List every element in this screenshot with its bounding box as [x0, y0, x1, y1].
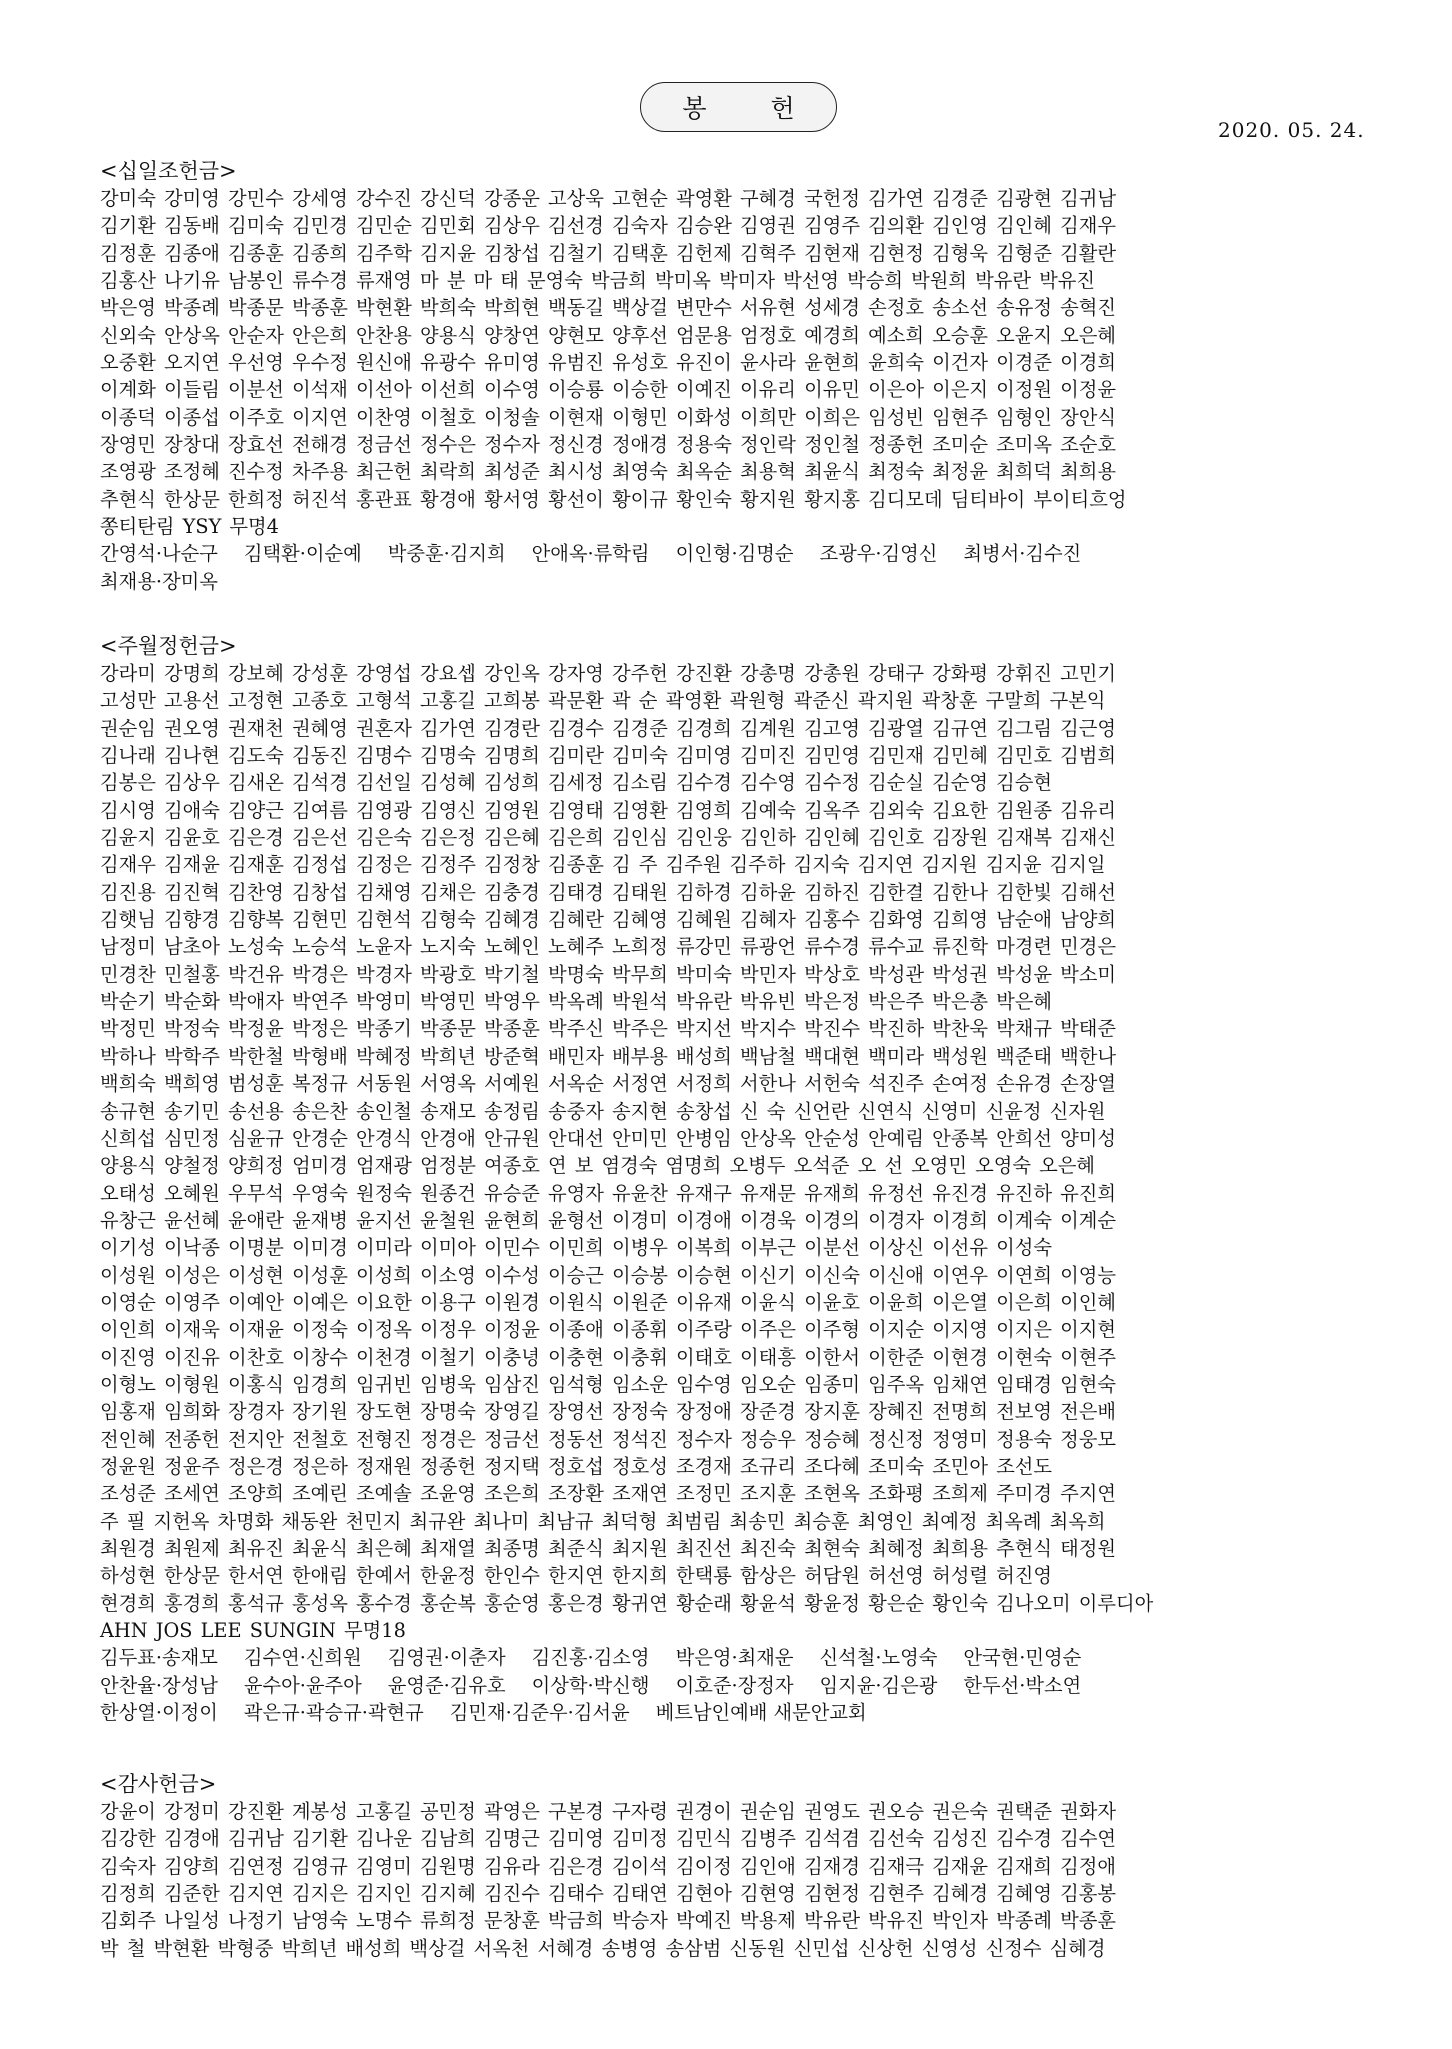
couple-entry: 곽은규·곽승규·곽현규 — [243, 1701, 424, 1725]
couple-entry: 김두표·송재모 — [100, 1646, 218, 1670]
name-row: 김정훈 김종애 김종훈 김종희 김주학 김지윤 김창섭 김철기 김택훈 김헌제 김혁주 김현재 김현정 김형욱 김형준 김활란 — [100, 241, 1116, 265]
couple-entry: 김진홍·김소영 — [531, 1646, 650, 1670]
name-row: 김나래 김나현 김도숙 김동진 김명수 김명숙 김명희 김미란 김미숙 김미영 김미진 김민영 김민재 김민혜 김민호 김범희 — [100, 744, 1116, 768]
name-row: 김윤지 김윤호 김은경 김은선 김은숙 김은정 김은혜 김은희 김인심 김인웅 김인하 김인혜 김인호 김장원 김재복 김재신 — [100, 826, 1116, 850]
couple-entry: 안애옥·류학림 — [531, 542, 650, 566]
name-row: 박하나 박학주 박한철 박형배 박혜정 박희년 방준혁 배민자 배부용 배성희 백남철 백대현 백미라 백성원 백준태 백한나 — [100, 1044, 1116, 1068]
name-row: 유창근 윤선혜 윤애란 윤재병 윤지선 윤철원 윤현희 윤형선 이경미 이경애 이경욱 이경의 이경자 이경희 이계숙 이계순 — [100, 1208, 1116, 1232]
couple-entry: 김택환·이순예 — [243, 542, 362, 566]
couple-entry: 최재용·장미옥 — [100, 569, 218, 593]
name-row: 추현식 한상문 한희정 허진석 홍관표 황경애 황서영 황선이 황이규 황인숙 황지원 황지홍 김디모데 딤티바이 부이티흐엉 — [100, 487, 1127, 511]
name-row: 하성현 한상문 한서연 한애림 한예서 한윤정 한인수 한지연 한지희 한택룡 함상은 허담원 허선영 허성렬 허진영 — [100, 1564, 1052, 1588]
couple-entry: 최병서·김수진 — [963, 542, 1082, 566]
name-row: 임홍재 임희화 장경자 장기원 장도현 장명숙 장영길 장영선 장정숙 장정애 장준경 장지훈 장혜진 전명희 전보영 전은배 — [100, 1400, 1116, 1424]
name-row: 이성원 이성은 이성현 이성훈 이성희 이소영 이수성 이승근 이승봉 이승현 이신기 이신숙 이신애 이연우 이연희 이영능 — [100, 1263, 1116, 1287]
name-row: AHN JOS LEE SUNGIN 무명18 — [100, 1619, 406, 1643]
couple-entry: 윤영준·김유호 — [387, 1673, 506, 1697]
name-row: 전인혜 전종헌 전지안 전철호 전형진 정경은 정금선 정동선 정석진 정수자 정승우 정승혜 정신정 정영미 정용숙 정웅모 — [100, 1427, 1116, 1451]
thanks-section — [100, 1770, 1360, 1962]
couple-entry: 안국현·민영순 — [963, 1646, 1082, 1670]
name-list — [100, 185, 1360, 540]
name-row: 김강한 김경애 김귀남 김기환 김나운 김남희 김명근 김미영 김미정 김민식 김병주 김석겸 김선숙 김성진 김수경 김수연 — [100, 1827, 1116, 1851]
name-row: 김숙자 김양희 김연정 김영규 김영미 김원명 김유라 김은경 김이석 김이정 김인애 김재경 김재극 김재윤 김재희 김정애 — [100, 1854, 1116, 1878]
name-row: 박은영 박종례 박종문 박종훈 박현환 박희숙 박희현 백동길 백상걸 변만수 서유현 성세경 손정호 송소선 송유정 송혁진 — [100, 296, 1116, 320]
couple-entry: 신석철·노영숙 — [819, 1646, 938, 1670]
name-row: 주 필 지헌옥 차명화 채동완 천민지 최규완 최나미 최남규 최덕형 최범림 최송민 최승훈 최영인 최예정 최옥례 최옥희 — [100, 1509, 1106, 1533]
name-row: 현경희 홍경희 홍석규 홍성옥 홍수경 홍순복 홍순영 홍은경 황귀연 황순래 황윤석 황윤정 황은순 황인숙 김나오미 이루디아 — [100, 1591, 1154, 1615]
section-heading: <십일조헌금> — [100, 159, 237, 183]
name-row: 송규현 송기민 송선용 송은찬 송인철 송재모 송정림 송중자 송지현 송창섭 신 숙 신언란 신연식 신영미 신윤정 신자원 — [100, 1099, 1106, 1123]
couple-row — [100, 1699, 1360, 1726]
couple-entry: 이호준·장정자 — [675, 1673, 794, 1697]
name-row: 김시영 김애숙 김양근 김여름 김영광 김영신 김영원 김영태 김영환 김영희 김예숙 김옥주 김외숙 김요한 김원종 김유리 — [100, 798, 1116, 822]
name-row: 박 철 박현환 박형중 박희년 배성희 백상걸 서옥천 서혜경 송병영 송삼범 신동원 신민섭 신상헌 신영성 신정수 심혜경 — [100, 1936, 1106, 1960]
couple-row — [100, 1644, 1360, 1671]
couple-entry: 윤수아·윤주아 — [243, 1673, 362, 1697]
name-row: 쫑티탄림 YSY 무명4 — [100, 515, 279, 539]
couple-entry: 박중훈·김지희 — [387, 542, 506, 566]
name-row: 민경찬 민철홍 박건유 박경은 박경자 박광호 박기철 박명숙 박무희 박미숙 박민자 박상호 박성관 박성권 박성윤 박소미 — [100, 962, 1116, 986]
section-heading: <감사헌금> — [100, 1772, 217, 1796]
couple-row — [100, 540, 1360, 567]
couple-entry: 이인형·김명순 — [675, 542, 794, 566]
name-row: 백희숙 백희영 범성훈 복정규 서동원 서영옥 서예원 서옥순 서정연 서정희 서한나 서헌숙 석진주 손여정 손유경 손장열 — [100, 1072, 1116, 1096]
name-row: 김햇님 김향경 김향복 김현민 김현석 김형숙 김혜경 김혜란 김혜영 김혜원 김혜자 김홍수 김화영 김희영 남순애 남양희 — [100, 908, 1116, 932]
couple-entry: 베트남인예배 새문안교회 — [655, 1701, 867, 1725]
name-row: 김봉은 김상우 김새온 김석경 김선일 김성혜 김성희 김세정 김소림 김수경 김수영 김수정 김순실 김순영 김승현 — [100, 771, 1052, 795]
name-row: 권순임 권오영 권재천 권혜영 권혼자 김가연 김경란 김경수 김경준 김경희 김계원 김고영 김광열 김규연 김그림 김근영 — [100, 716, 1116, 740]
name-list — [100, 1798, 1360, 1962]
couple-entry: 박은영·최재운 — [675, 1646, 794, 1670]
name-row: 남정미 남초아 노성숙 노승석 노윤자 노지숙 노혜인 노혜주 노희정 류강민 류광언 류수경 류수교 류진학 마경련 민경은 — [100, 935, 1116, 959]
name-row: 장영민 장창대 장효선 전해경 정금선 정수은 정수자 정신경 정애경 정용숙 정인락 정인철 정종헌 조미순 조미옥 조순호 — [100, 433, 1116, 457]
name-row: 양용식 양철정 양희정 엄미경 엄재광 엄정분 여종호 연 보 염경숙 염명희 오병두 오석준 오 선 오영민 오영숙 오은혜 — [100, 1154, 1095, 1178]
couple-row — [100, 1672, 1360, 1699]
monthly-section — [100, 632, 1360, 1726]
couple-entry: 간영석·나순구 — [100, 542, 218, 566]
couple-entry: 조광우·김영신 — [819, 542, 938, 566]
couple-entry: 김수연·신희원 — [243, 1646, 362, 1670]
name-row: 이기성 이낙종 이명분 이미경 이미라 이미아 이민수 이민희 이병우 이복희 이부근 이분선 이상신 이선유 이성숙 — [100, 1236, 1052, 1260]
couple-list — [100, 540, 1360, 595]
couple-entry: 한두선·박소연 — [963, 1673, 1082, 1697]
name-row: 오중환 오지연 우선영 우수정 원신애 유광수 유미영 유범진 유성호 유진이 윤사라 윤현희 윤희숙 이건자 이경준 이경희 — [100, 351, 1116, 375]
name-row: 강윤이 강정미 강진환 계봉성 고홍길 공민정 곽영은 구본경 구자령 권경이 권순임 권영도 권오승 권은숙 권택준 권화자 — [100, 1800, 1116, 1823]
couple-entry: 김영권·이춘자 — [387, 1646, 506, 1670]
name-row: 강미숙 강미영 강민수 강세영 강수진 강신덕 강종운 고상욱 고현순 곽영환 구혜경 국헌정 김가연 김경준 김광현 김귀남 — [100, 187, 1116, 210]
couple-entry: 김민재·김준우·김서윤 — [449, 1701, 630, 1725]
name-list — [100, 660, 1360, 1644]
couple-entry: 임지윤·김은광 — [819, 1673, 938, 1697]
name-row: 이계화 이들림 이분선 이석재 이선아 이선희 이수영 이승룡 이승한 이예진 이유리 이유민 이은아 이은지 이정원 이정윤 — [100, 378, 1116, 402]
name-row: 이영순 이영주 이예안 이예은 이요한 이용구 이원경 이원식 이원준 이유재 이윤식 이윤호 이윤희 이은열 이은희 이인혜 — [100, 1290, 1116, 1314]
name-row: 김기환 김동배 김미숙 김민경 김민순 김민회 김상우 김선경 김숙자 김승완 김영권 김영주 김의환 김인영 김인혜 김재우 — [100, 214, 1116, 238]
tithe-section — [100, 157, 1360, 595]
name-row: 이진영 이진유 이찬호 이창수 이천경 이철기 이충녕 이충현 이충휘 이태호 이태흥 이한서 이한준 이현경 이현숙 이현주 — [100, 1345, 1116, 1369]
name-row: 조영광 조정혜 진수정 차주용 최근헌 최락희 최성준 최시성 최영숙 최옥순 최용혁 최윤식 최정숙 최정윤 최희덕 최희용 — [100, 460, 1116, 484]
name-row: 김재우 김재윤 김재훈 김정섭 김정은 김정주 김정창 김종훈 김 주 김주원 김주하 김지숙 김지연 김지원 김지윤 김지일 — [100, 853, 1106, 877]
page-title: 봉 헌 — [640, 82, 837, 132]
name-row: 이종덕 이종섭 이주호 이지연 이찬영 이철호 이청솔 이현재 이형민 이화성 이희만 이희은 임성빈 임현주 임형인 장안식 — [100, 405, 1116, 429]
name-row: 오태성 오혜원 우무석 우영숙 원정숙 원종건 유승준 유영자 유윤찬 유재구 유재문 유재희 유정선 유진경 유진하 유진희 — [100, 1181, 1116, 1205]
couple-entry: 이상학·박신행 — [531, 1673, 650, 1697]
name-row: 김진용 김진혁 김찬영 김창섭 김채영 김채은 김충경 김태경 김태원 김하경 김하윤 김하진 김한결 김한나 김한빛 김해선 — [100, 880, 1116, 904]
section-heading: <주월정헌금> — [100, 634, 237, 658]
document-date: 2020. 05. 24. — [1218, 118, 1365, 142]
name-row: 김정희 김준한 김지연 김지은 김지인 김지혜 김진수 김태수 김태연 김현아 김현영 김현정 김현주 김혜경 김혜영 김홍봉 — [100, 1882, 1116, 1906]
name-row: 조성준 조세연 조양희 조예린 조예솔 조윤영 조은희 조장환 조재연 조정민 조지훈 조현옥 조화평 조희제 주미경 주지연 — [100, 1482, 1116, 1506]
name-row: 이인희 이재욱 이재윤 이정숙 이정옥 이정우 이정윤 이종애 이종휘 이주랑 이주은 이주형 이지순 이지영 이지은 이지현 — [100, 1318, 1116, 1342]
name-row: 김홍산 나기유 남봉인 류수경 류재영 마 분 마 태 문영숙 박금희 박미옥 박미자 박선영 박승희 박원희 박유란 박유진 — [100, 269, 1095, 293]
name-row: 정윤원 정윤주 정은경 정은하 정재원 정종헌 정지택 정호섭 정호성 조경재 조규리 조다혜 조미숙 조민아 조선도 — [100, 1454, 1052, 1478]
couple-list — [100, 1644, 1360, 1726]
name-row: 강라미 강명희 강보혜 강성훈 강영섭 강요셉 강인옥 강자영 강주헌 강진환 강총명 강총원 강태구 강화평 강휘진 고민기 — [100, 662, 1116, 685]
couple-row — [100, 568, 1360, 595]
name-row: 고성만 고용선 고정현 고종호 고형석 고홍길 고희봉 곽문환 곽 순 곽영환 곽원형 곽준신 곽지원 곽창훈 구말희 구본익 — [100, 689, 1106, 713]
name-row: 신희섭 심민정 심윤규 안경순 안경식 안경애 안규원 안대선 안미민 안병임 안상옥 안순성 안예림 안종복 안희선 양미성 — [100, 1126, 1116, 1150]
name-row: 신외숙 안상옥 안순자 안은희 안찬용 양용식 양창연 양현모 양후선 엄문용 엄정호 예경희 예소희 오승훈 오윤지 오은혜 — [100, 323, 1116, 347]
name-row: 박정민 박정숙 박정윤 박정은 박종기 박종문 박종훈 박주신 박주은 박지선 박지수 박진수 박진하 박찬욱 박채규 박태준 — [100, 1017, 1116, 1041]
couple-entry: 안찬율·장성남 — [100, 1673, 218, 1697]
couple-entry: 한상열·이정이 — [100, 1701, 218, 1725]
name-row: 김회주 나일성 나정기 남영숙 노명수 류희정 문창훈 박금희 박승자 박예진 박용제 박유란 박유진 박인자 박종례 박종훈 — [100, 1909, 1116, 1933]
name-row: 최원경 최원제 최유진 최윤식 최은혜 최재열 최종명 최준식 최지원 최진선 최진숙 최현숙 최혜정 최희용 추현식 태정원 — [100, 1537, 1116, 1560]
name-row: 박순기 박순화 박애자 박연주 박영미 박영민 박영우 박옥례 박원석 박유란 박유빈 박은정 박은주 박은총 박은혜 — [100, 990, 1052, 1014]
name-row: 이형노 이형원 이홍식 임경희 임귀빈 임병욱 임삼진 임석형 임소운 임수영 임오순 임종미 임주옥 임채연 임태경 임현숙 — [100, 1372, 1116, 1396]
